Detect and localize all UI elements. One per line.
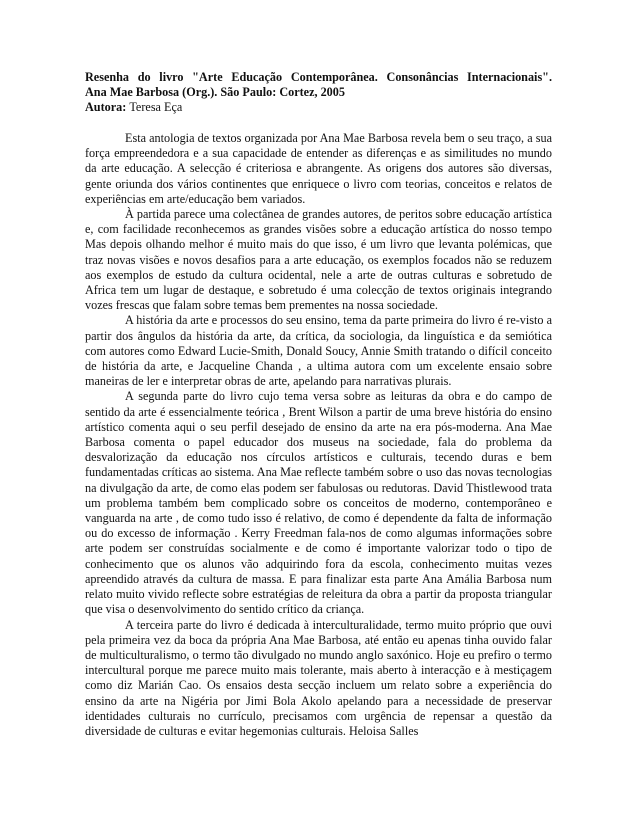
paragraph-4: A segunda parte do livro cujo tema versa sobre as leituras da obra e do campo de sentido da arte é essencialmente teórica , Brent Wilson a partir de uma breve história do ensino artístico comenta aqui o seu perfil desejado de ensino da arte na era pós-moderna. Ana Mae Barbosa comenta o papel educador dos museus na sociedade, fala do problema da desvalorização da educação nos círculos artísticos e culturais, tecendo duras e bem fundamentadas críticas ao sistema. Ana Mae reflecte também sobre o uso das novas tecnologias na divulgação da arte, de como elas podem ser fabulosas ou redutoras. David Thistlewood trata um problema também bem complicado sobre os conceitos de moderno, contemporâneo e vanguarda na arte , de como tudo isso é relativo, de como é dependente da falta de informação ou do excesso de informação . Kerry Freedman fala-nos de como algumas informações sobre arte podem ser construídas socialmente e de como é importante valorizar todo o tipo de conhecimento que os alunos vão adquirindo fora da escola, conhecimento muitas vezes apreendido através da cultura de massa. E para finalizar esta parte Ana Amália Barbosa num relato muito vivido reflecte sobre estratégias de releitura da obra a partir da proposta triangular que visa o desenvolvimento do sentido crítico da criança. — [85, 389, 552, 617]
review-title-line: Resenha do livro "Arte Educação Contemporânea. Consonâncias Internacionais". — [85, 70, 552, 84]
paragraph-1: Esta antologia de textos organizada por Ana Mae Barbosa revela bem o seu traço, a sua força empreendedora e a sua capacidade de entender as diferenças e as similitudes no mundo da arte educação. A selecção é criteriosa e abrangente. As origens dos autores são diversas, gente oriunda dos vários continentes que enriquece o livro com teorias, conceitos e relatos de experiências em arte/educação bem variados. — [85, 131, 552, 206]
paragraph-5: A terceira parte do livro é dedicada à interculturalidade, termo muito próprio que ouvi pela primeira vez da boca da própria Ana Mae Barbosa, até então eu apenas tinha ouvido falar de multiculturalismo, o termo tão divulgado no mundo anglo saxónico. Hoje eu prefiro o termo intercultural porque me parece muito mais tolerante, mais aberto à interacção e à mestiçagem como diz Marián Cao. Os ensaios desta secção incluem um relato sobre a experiência do ensino da arte na Nigéria por Jimi Bola Akolo apelando para a necessidade de preservar identidades culturais no currículo, precisamos com urgência de repensar a questão da diversidade de culturas e evitar hegemonias culturais. Heloisa Salles — [85, 617, 552, 738]
review-body — [85, 131, 552, 739]
paragraph-2: À partida parece uma colectânea de grandes autores, de peritos sobre educação artística e, com facilidade reconhecemos as grandes visões sobre a educação artística do nosso tempo Mas depois olhando melhor é muito mais do que isso, é um livro que levanta polémicas, que traz novas visões e novos desafios para a arte educação, os exemplos focados não se reduzem aos exemplos de estudo da cultura ocidental, nele a arte de outras culturas e sobretudo de Africa tem um lugar de destaque, e sobretudo é uma colecção de textos originais integrando vozes frescas que falam sobre temas bem prementes na nossa sociedade. — [85, 207, 552, 313]
author-name: Teresa Eça — [129, 100, 183, 114]
document-content — [85, 70, 552, 739]
author-line — [85, 100, 552, 115]
paragraph-3: A história da arte e processos do seu ensino, tema da parte primeira do livro é re-visto a partir dos ângulos da história da arte, da crítica, da sociologia, da linguística e da semiótica com autores como Edward Lucie-Smith, Donald Soucy, Annie Smith tratando o difícil conceito de história da arte, e Jacqueline Chanda , a ultima autora com um excelente ensaio sobre maneiras de ler e interpretar obras de arte, apelando para narrativas plurais. — [85, 313, 552, 389]
book-reference: Ana Mae Barbosa (Org.). São Paulo: Cortez, 2005 — [85, 85, 345, 99]
author-label: Autora: — [85, 100, 127, 114]
